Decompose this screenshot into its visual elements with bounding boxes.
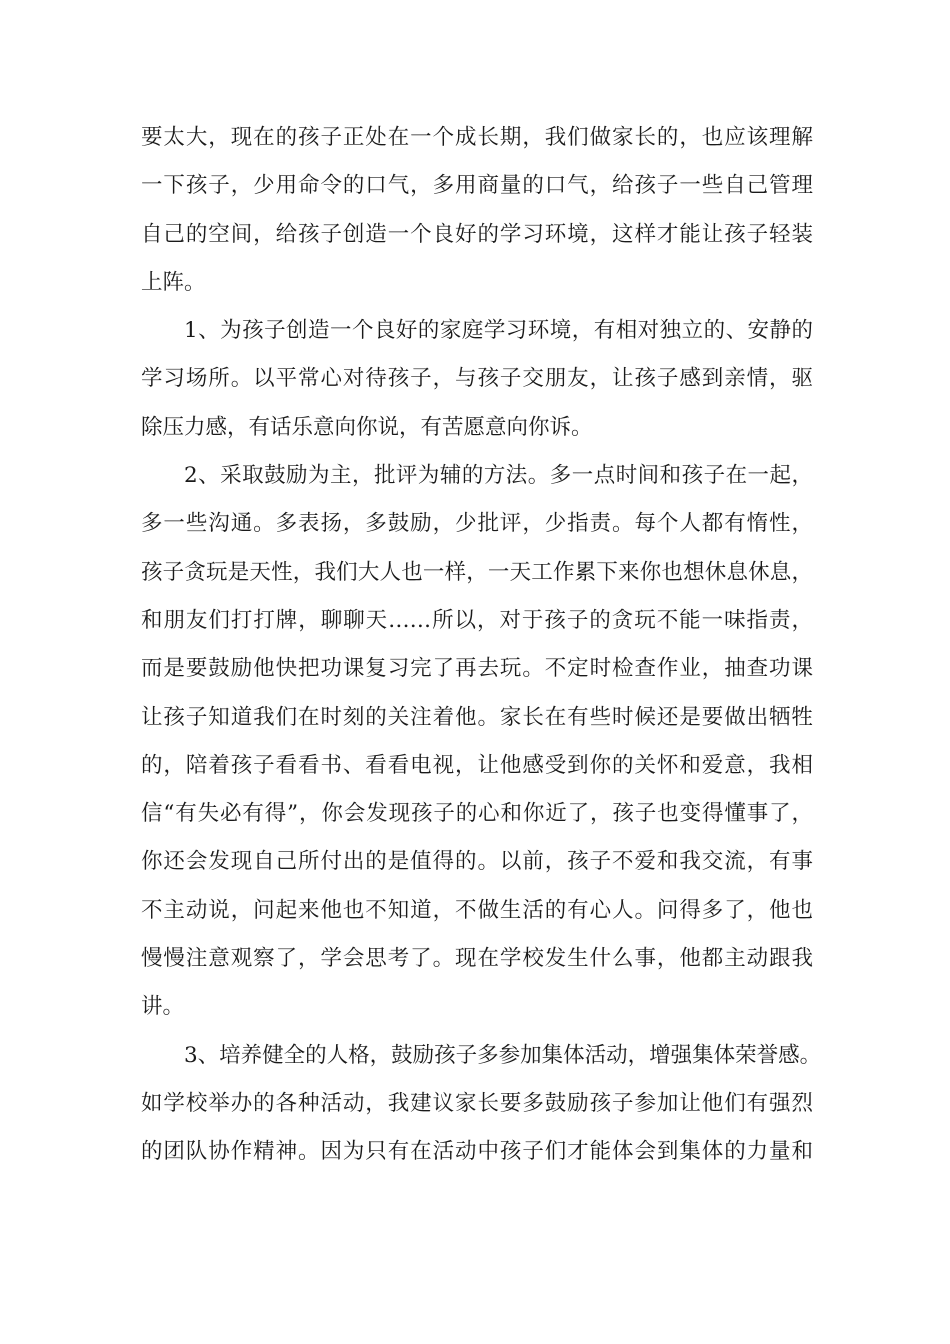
text-line: 慢慢注意观察了，学会思考了。现在学校发生什么事，他都主动跟我 bbox=[141, 946, 813, 972]
text-line: 信“有失必有得”，你会发现孩子的心和你近了，孩子也变得懂事了， bbox=[141, 801, 813, 827]
text-line: 让孩子知道我们在时刻的关注着他。家长在有些时候还是要做出牺牲 bbox=[141, 704, 813, 730]
text-line: 多一些沟通。多表扬，多鼓励，少批评，少指责。每个人都有惰性， bbox=[141, 511, 813, 537]
text-line: 不主动说，问起来他也不知道，不做生活的有心人。问得多了，他也 bbox=[141, 897, 813, 923]
document-body bbox=[141, 114, 822, 1177]
text-line: 上阵。 bbox=[141, 269, 206, 295]
paragraph-intro-continued bbox=[141, 114, 813, 307]
text-line: 而是要鼓励他快把功课复习完了再去玩。不定时检查作业，抽查功课 bbox=[141, 656, 813, 682]
text-line: 的，陪着孩子看看书、看看电视，让他感受到你的关怀和爱意，我相 bbox=[141, 752, 813, 778]
text-line: 和朋友们打打牌，聊聊天……所以，对于孩子的贪玩不能一味指责， bbox=[141, 607, 813, 633]
text-line: 学习场所。以平常心对待孩子，与孩子交朋友，让孩子感到亲情，驱 bbox=[141, 366, 813, 392]
text-line: 一下孩子，少用命令的口气，多用商量的口气，给孩子一些自己管理 bbox=[141, 173, 813, 199]
text-line: 自己的空间，给孩子创造一个良好的学习环境，这样才能让孩子轻装 bbox=[141, 221, 813, 247]
text-line: 你还会发现自己所付出的是值得的。以前，孩子不爱和我交流，有事 bbox=[141, 849, 813, 875]
text-line: 要太大，现在的孩子正处在一个成长期，我们做家长的，也应该理解 bbox=[141, 125, 813, 150]
text-line: 1、为孩子创造一个良好的家庭学习环境，有相对独立的、安静的 bbox=[184, 318, 813, 344]
paragraph-point-2 bbox=[141, 452, 813, 1032]
text-line: 如学校举办的各种活动，我建议家长要多鼓励孩子参加让他们有强烈 bbox=[141, 1090, 813, 1116]
paragraph-point-1 bbox=[141, 307, 813, 452]
text-line: 2、采取鼓励为主，批评为辅的方法。多一点时间和孩子在一起， bbox=[184, 463, 813, 489]
text-line: 3、培养健全的人格，鼓励孩子多参加集体活动，增强集体荣誉感。 bbox=[184, 1042, 822, 1068]
paragraph-point-3 bbox=[141, 1032, 822, 1177]
text-line: 孩子贪玩是天性，我们大人也一样，一天工作累下来你也想休息休息， bbox=[141, 559, 813, 585]
text-line: 的团队协作精神。因为只有在活动中孩子们才能体会到集体的力量和 bbox=[141, 1139, 813, 1165]
text-line: 除压力感，有话乐意向你说，有苦愿意向你诉。 bbox=[141, 414, 593, 440]
text-line: 讲。 bbox=[141, 994, 185, 1020]
